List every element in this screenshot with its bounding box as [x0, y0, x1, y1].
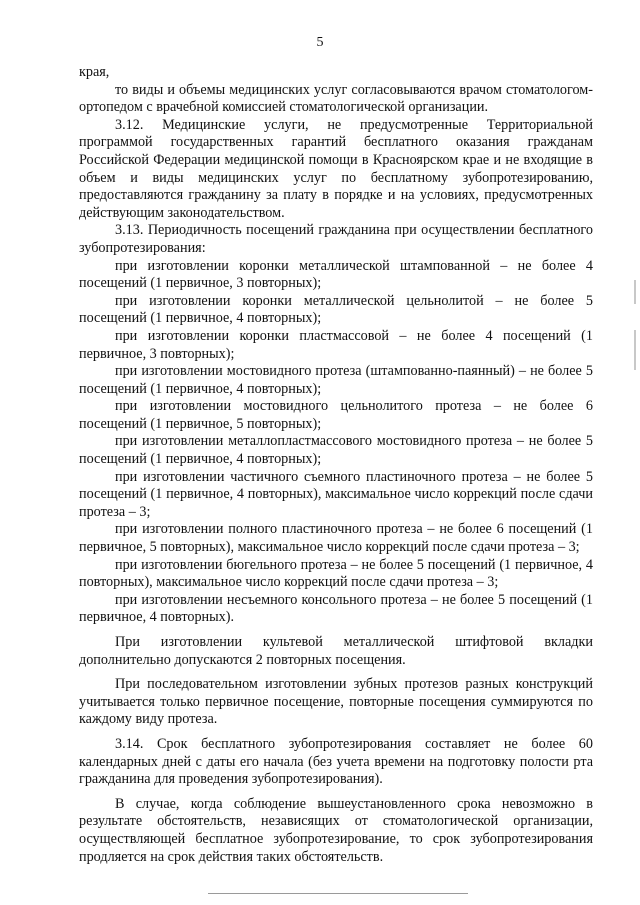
- paragraph-3-13: 3.13. Периодичность посещений гражданина при осуществлении бесплатного зубопротезирования:: [79, 222, 593, 256]
- list-item: при изготовлении бюгельного протеза – не более 5 посещений (1 первичное, 4 повторных), максимальное число коррекций после сдачи протеза – 3;: [79, 556, 593, 591]
- scan-edge-mark: [634, 330, 636, 370]
- page-number: 5: [316, 35, 324, 50]
- list-item: при изготовлении металлопластмассового мостовидного протеза – не более 5 посещений (1 первичное, 4 повторных);: [79, 433, 593, 468]
- paragraph-continuation: края,: [79, 64, 110, 80]
- list-item: при изготовлении полного пластиночного протеза – не более 6 посещений (1 первичное, 5 повторных), максимальное число коррекций после сдачи протеза – 3;: [79, 521, 593, 556]
- list-item: при изготовлении коронки пластмассовой – не более 4 посещений (1 первичное, 3 повторных);: [79, 327, 593, 362]
- list-item: при изготовлении мостовидного протеза (штампованно-паянный) – не более 5 посещений (1 первичное, 4 повторных);: [79, 363, 593, 397]
- list-item: при изготовлении коронки металлической цельнолитой – не более 5 посещений (1 первичное, 4 повторных);: [79, 292, 593, 327]
- paragraph: то виды и объемы медицинских услуг согласовываются врачом стоматологом-ортопедом с врачебной комиссией стоматологической организации.: [79, 81, 593, 116]
- scan-bottom-line: [208, 893, 468, 894]
- paragraph-3-12: 3.12. Медицинские услуги, не предусмотренные Территориальной программой государственных гарантий бесплатного оказания гражданам Российской Федерации медицинской помощи в Красноярском крае и не входящие в объем и виды медицинских услуг по бесплатному зубопротезированию, предоставляются гражданину за плату в порядке и на условиях, предусмотренных действующим законодательством.: [79, 116, 593, 221]
- document-body: [79, 64, 593, 866]
- list-item: при изготовлении мостовидного цельнолитого протеза – не более 6 посещений (1 первичное, 5 повторных);: [79, 398, 593, 432]
- list-item: при изготовлении частичного съемного пластиночного протеза – не более 5 посещений (1 первичное, 4 повторных), максимальное число коррекций после сдачи протеза – 3;: [79, 468, 593, 520]
- paragraph: При изготовлении культевой металлической штифтовой вкладки дополнительно допускаются 2 повторных посещения.: [79, 634, 593, 668]
- scan-edge-mark: [634, 280, 636, 304]
- list-item: при изготовлении несъемного консольного протеза – не более 5 посещений (1 первичное, 4 повторных).: [79, 591, 593, 626]
- paragraph: В случае, когда соблюдение вышеустановленного срока невозможно в результате обстоятельств, независящих от стоматологической организации, осуществляющей бесплатное зубопротезирование, то срок зубопротезирования продляется на срок действия таких обстоятельств.: [79, 795, 593, 865]
- list-item: при изготовлении коронки металлической штампованной – не более 4 посещений (1 первичное, 3 повторных);: [79, 257, 593, 292]
- paragraph: При последовательном изготовлении зубных протезов разных конструкций учитывается только первичное посещение, повторные посещения суммируются по каждому виду протеза.: [79, 676, 593, 728]
- paragraph-3-14: 3.14. Срок бесплатного зубопротезирования составляет не более 60 календарных дней с даты его начала (без учета времени на подготовку полости рта гражданина для проведения зубопротезирования).: [79, 735, 593, 788]
